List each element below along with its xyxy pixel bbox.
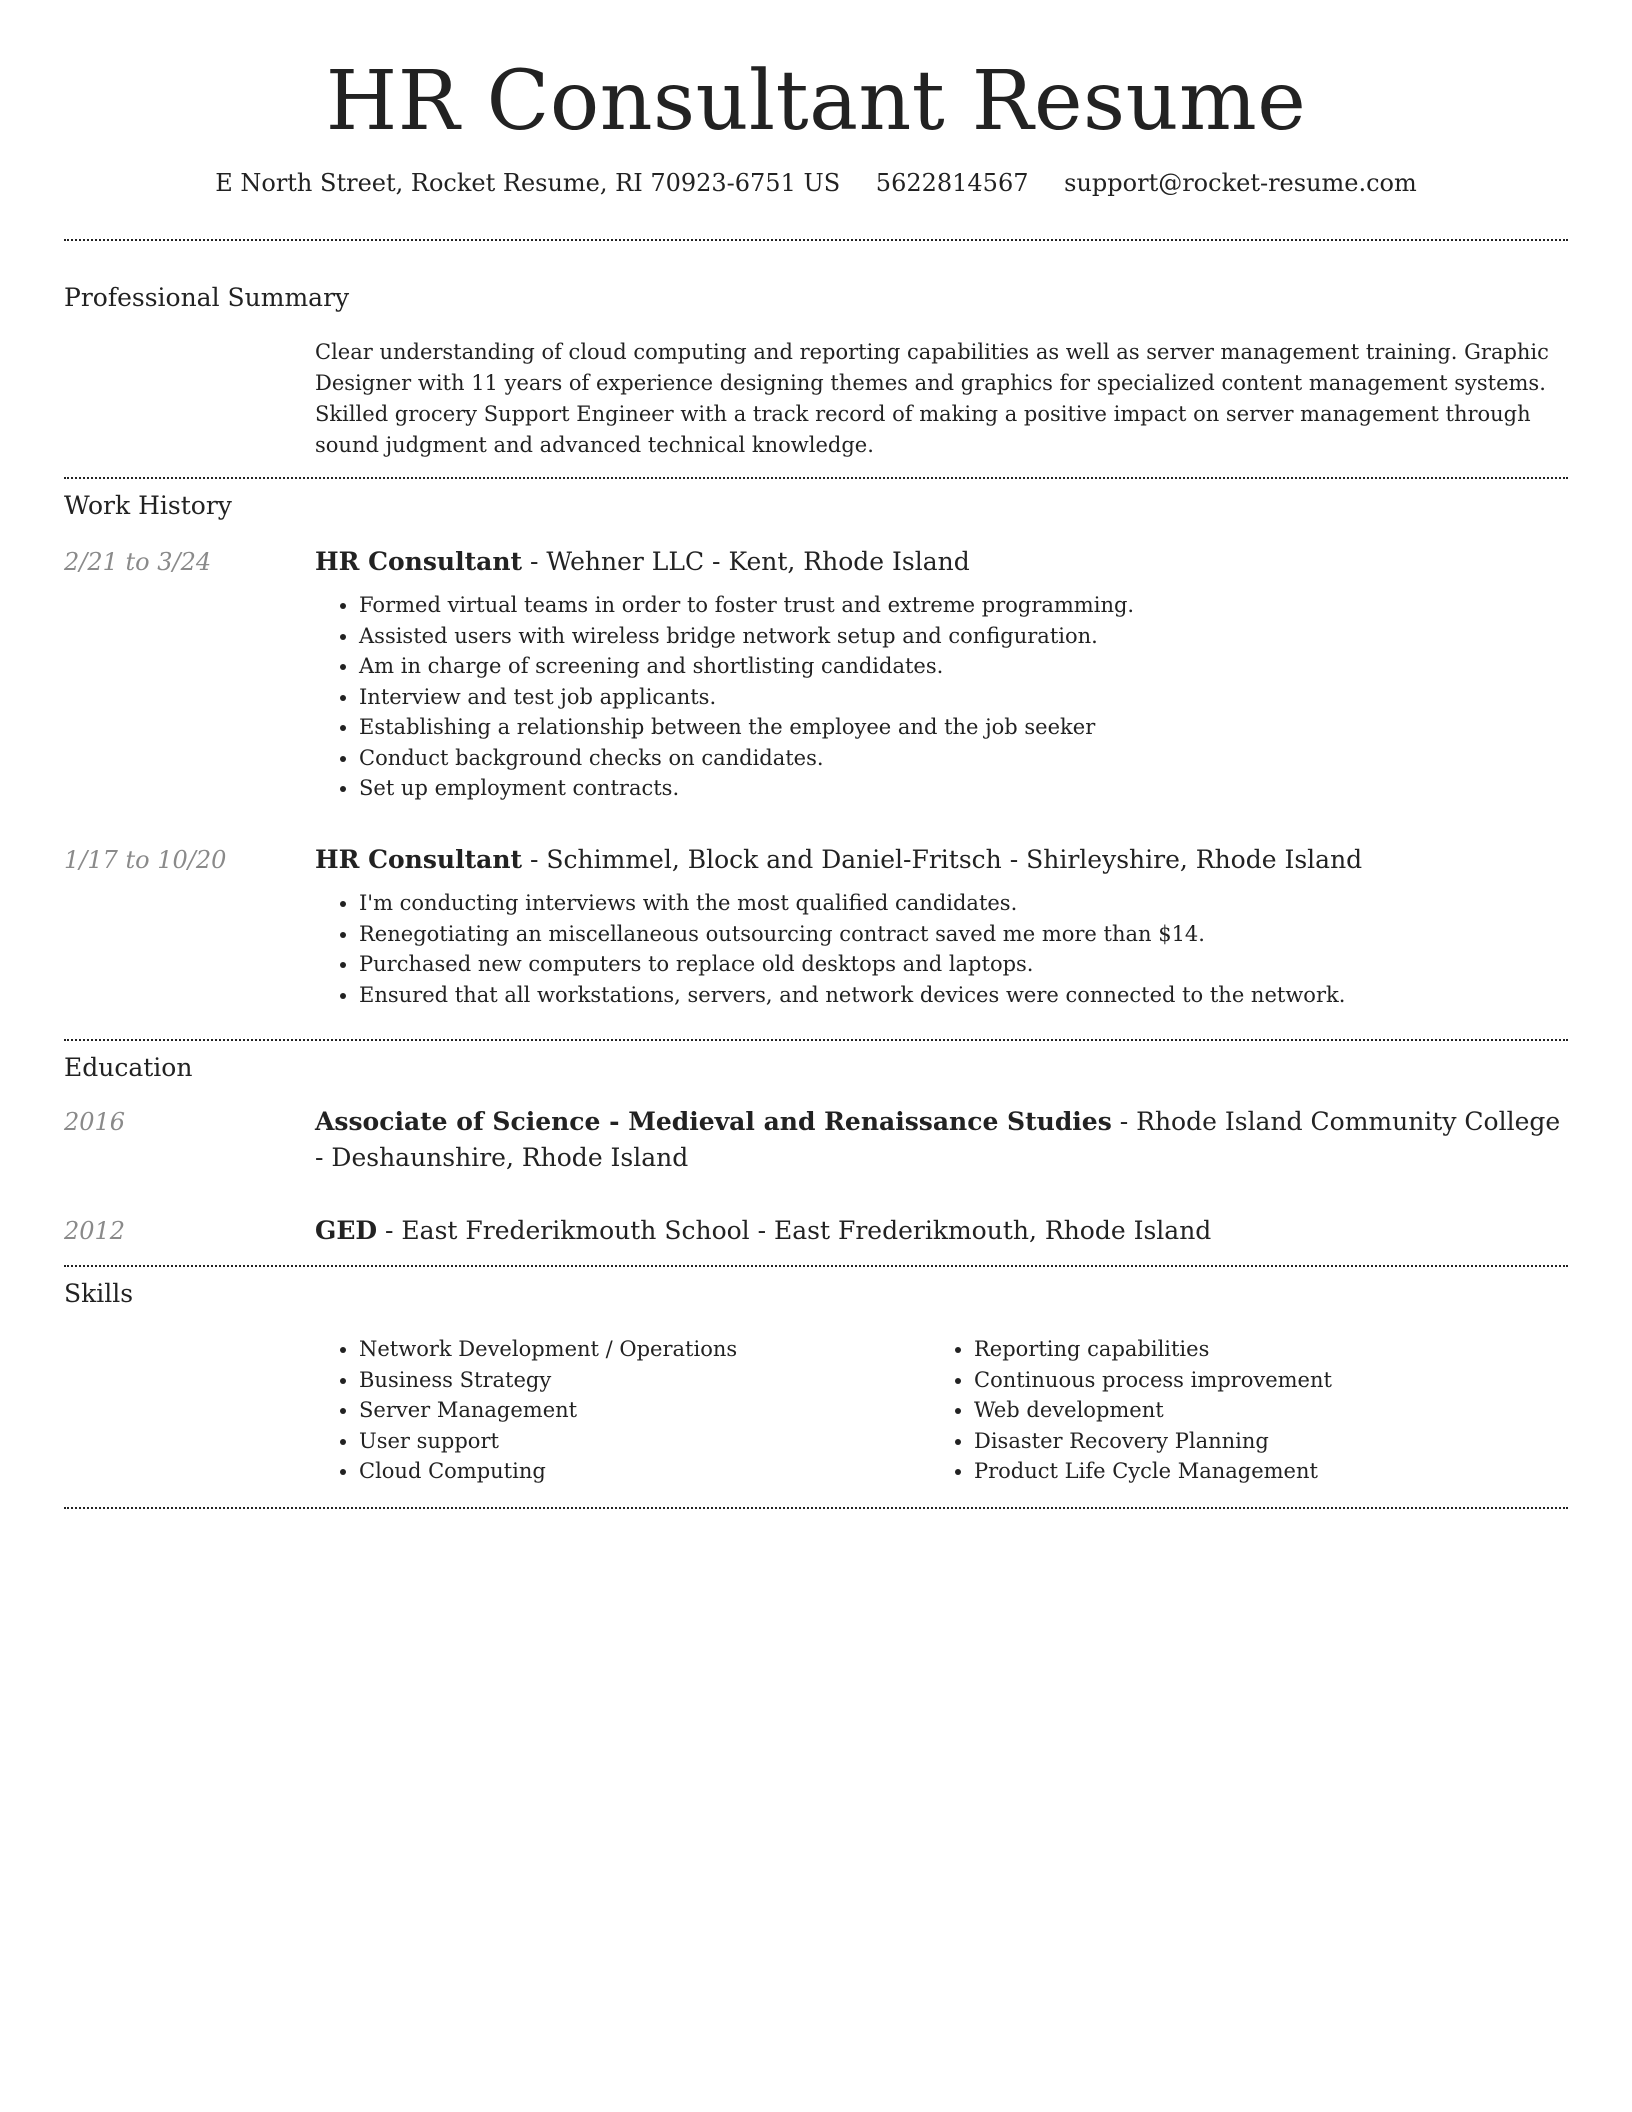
job-bullets [315,590,1568,804]
list-item: • Formed virtual teams in order to foster trust and extreme programming. [359,590,1568,621]
page-title: HR Consultant Resume [325,54,1307,149]
summary-text: Clear understanding of cloud computing and reporting capabilities as well as server management training. Graphic Designer with 11 years of experience designing themes and graphics for specialized content management systems. Skilled grocery Support Engineer with a track record of making a positive impact on server management through sound judgment and advanced technical knowledge. [315,340,1549,457]
list-item: • Disaster Recovery Planning [974,1426,1530,1457]
contact-phone: 5622814567 [875,169,1029,197]
list-item: • Establishing a relationship between the employee and the job seeker [359,712,1568,743]
job-title: HR Consultant - Wehner LLC - Kent, Rhode Island [315,547,970,576]
divider [64,1507,1568,1509]
list-item: • Server Management [359,1395,915,1426]
list-item: • Interview and test job applicants. [359,682,1568,713]
list-item: • Cloud Computing [359,1456,915,1487]
list-item: • Am in charge of screening and shortlisting candidates. [359,651,1568,682]
skills-column-left [315,1334,915,1487]
list-item: • Set up employment contracts. [359,773,1568,804]
education-entry: Associate of Science - Medieval and Renaissance Studies - Rhode Island Community College - Deshaunshire, Rhode Island [315,1107,1561,1172]
divider [64,1265,1568,1267]
list-item: • Purchased new computers to replace old desktops and laptops. [359,949,1568,980]
list-item: • Business Strategy [359,1365,915,1396]
list-item: • Continuous process improvement [974,1365,1530,1396]
divider [64,1039,1568,1041]
list-item: • Network Development / Operations [359,1334,915,1365]
skills-heading: Skills [64,1279,134,1308]
list-item: • Web development [974,1395,1530,1426]
summary-heading: Professional Summary [64,283,350,312]
education-entry: GED - East Frederikmouth School - East Frederikmouth, Rhode Island [315,1216,1212,1245]
list-item: • Ensured that all workstations, servers, and network devices were connected to the network. [359,980,1568,1011]
list-item: • Conduct background checks on candidates. [359,743,1568,774]
job-dates: 2/21 to 3/24 [64,548,212,576]
contact-address: E North Street, Rocket Resume, RI 70923-6751 US [215,169,841,197]
divider [64,239,1568,241]
education-year: 2012 [64,1217,126,1245]
contact-line [64,168,1568,198]
work-heading: Work History [64,491,232,520]
job-title: HR Consultant - Schimmel, Block and Daniel-Fritsch - Shirleyshire, Rhode Island [315,845,1363,874]
list-item: • Product Life Cycle Management [974,1456,1530,1487]
list-item: • Assisted users with wireless bridge network setup and configuration. [359,621,1568,652]
list-item: • I'm conducting interviews with the most qualified candidates. [359,888,1568,919]
education-heading: Education [64,1053,193,1082]
skills-column-right [930,1334,1530,1487]
divider [64,477,1568,479]
contact-email: support@rocket-resume.com [1064,169,1417,197]
job-bullets [315,888,1568,1010]
job-entry [315,842,1568,1010]
resume-page [64,0,1568,1483]
list-item: • Renegotiating an miscellaneous outsourcing contract saved me more than $14. [359,919,1568,950]
job-entry [315,544,1568,804]
list-item: • User support [359,1426,915,1457]
list-item: • Reporting capabilities [974,1334,1530,1365]
job-dates: 1/17 to 10/20 [64,846,227,874]
education-year: 2016 [64,1108,126,1136]
